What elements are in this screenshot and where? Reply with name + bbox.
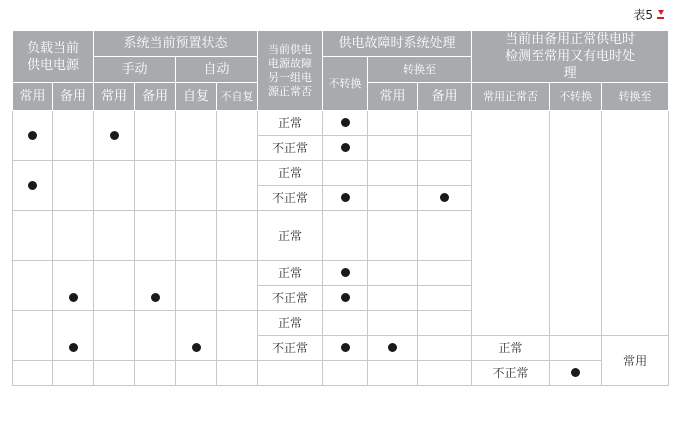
table-cell <box>94 361 135 386</box>
table-cell <box>323 111 368 136</box>
header-switch-common: 常用 <box>368 83 418 111</box>
header-manual-common: 常用 <box>94 83 135 111</box>
table-cell <box>368 286 418 311</box>
table-cell <box>217 261 258 311</box>
table-cell <box>418 211 472 261</box>
table-cell <box>368 211 418 261</box>
table-cell <box>368 136 418 161</box>
header-no-switch-2: 不转换 <box>550 83 602 111</box>
table-cell <box>368 186 418 211</box>
dot-marker <box>341 268 350 277</box>
table-cell <box>472 111 550 336</box>
header-load-common: 常用 <box>13 83 53 111</box>
table-cell <box>258 361 323 386</box>
table-cell <box>418 361 472 386</box>
table-cell <box>13 161 53 211</box>
table-cell <box>13 211 53 261</box>
dot-marker <box>440 193 449 202</box>
dot-marker <box>192 343 201 352</box>
table-cell <box>323 161 368 186</box>
table-cell <box>418 161 472 186</box>
header-manual: 手动 <box>94 57 176 83</box>
table-cell <box>418 186 472 211</box>
download-icon <box>657 10 664 19</box>
status-cell: 正常 <box>258 211 323 261</box>
table-cell <box>368 361 418 386</box>
table-cell <box>135 211 176 261</box>
table-cell <box>323 286 368 311</box>
table-cell <box>13 361 53 386</box>
table-cell <box>176 111 217 161</box>
header-backup-check: 当前由备用正常供电时检测至常用又有电时处理 <box>472 31 669 83</box>
status-cell: 不正常 <box>258 286 323 311</box>
status-cell: 正常 <box>258 111 323 136</box>
header-other-source: 当前供电电源故障另一组电源正常否 <box>258 31 323 111</box>
header-auto: 自动 <box>176 57 258 83</box>
table-cell <box>53 361 94 386</box>
table-cell <box>94 161 135 211</box>
dot-marker <box>151 293 160 302</box>
table-cell <box>368 261 418 286</box>
table-cell <box>135 111 176 161</box>
dot-marker <box>28 181 37 190</box>
table-cell <box>418 311 472 336</box>
header-no-auto-restore: 不自复 <box>217 83 258 111</box>
header-load-backup: 备用 <box>53 83 94 111</box>
status-cell: 不正常 <box>258 336 323 361</box>
header-fault-handling: 供电故障时系统处理 <box>323 31 472 57</box>
header-manual-backup: 备用 <box>135 83 176 111</box>
table-cell <box>550 111 602 336</box>
table-cell <box>323 211 368 261</box>
table-cell <box>53 161 94 211</box>
status-cell: 正常 <box>258 161 323 186</box>
dot-marker <box>388 343 397 352</box>
table-cell <box>368 336 418 361</box>
table-cell <box>176 211 217 261</box>
table-cell <box>550 361 602 386</box>
table-cell <box>323 136 368 161</box>
dot-marker <box>341 143 350 152</box>
table-cell <box>217 211 258 261</box>
table-cell <box>418 286 472 311</box>
dot-marker <box>341 293 350 302</box>
table-cell <box>135 261 176 311</box>
table-cell <box>94 111 135 161</box>
status-cell: 不正常 <box>258 186 323 211</box>
table-cell <box>13 111 53 161</box>
table-cell <box>176 311 217 361</box>
table-cell <box>217 361 258 386</box>
table-cell <box>217 311 258 361</box>
table-cell <box>94 311 135 361</box>
dot-marker <box>341 193 350 202</box>
table-cell <box>53 261 94 311</box>
dot-marker <box>28 131 37 140</box>
header-switch-backup: 备用 <box>418 83 472 111</box>
table-cell <box>550 336 602 361</box>
table-cell <box>135 161 176 211</box>
status-cell: 不正常 <box>472 361 550 386</box>
table-cell <box>323 361 368 386</box>
status-cell: 正常 <box>258 261 323 286</box>
table-cell <box>53 311 94 361</box>
table-cell <box>217 111 258 161</box>
table-cell <box>135 361 176 386</box>
dot-marker <box>341 343 350 352</box>
table-cell <box>323 311 368 336</box>
table-caption <box>633 6 664 23</box>
header-common-normal: 常用正常否 <box>472 83 550 111</box>
table-cell <box>368 311 418 336</box>
table-cell <box>323 336 368 361</box>
status-cell: 不正常 <box>258 136 323 161</box>
table-cell <box>323 261 368 286</box>
table-cell <box>176 361 217 386</box>
status-cell: 正常 <box>258 311 323 336</box>
table-cell <box>53 111 94 161</box>
dot-marker <box>69 293 78 302</box>
switch-logic-table <box>12 30 669 386</box>
table-cell <box>94 261 135 311</box>
table-cell <box>418 261 472 286</box>
dot-marker <box>69 343 78 352</box>
table-cell <box>418 136 472 161</box>
table-cell <box>13 311 53 361</box>
table-cell <box>418 336 472 361</box>
caption-label: 表5 <box>633 8 653 22</box>
dot-marker <box>341 118 350 127</box>
table-cell <box>368 111 418 136</box>
table-cell <box>418 111 472 136</box>
result-cell: 常用 <box>602 336 669 386</box>
header-preset: 系统当前预置状态 <box>94 31 258 57</box>
table-cell <box>368 161 418 186</box>
header-load-source: 负载当前供电电源 <box>13 31 94 83</box>
header-auto-restore: 自复 <box>176 83 217 111</box>
table-cell <box>176 161 217 211</box>
dot-marker <box>571 368 580 377</box>
dot-marker <box>110 131 119 140</box>
table-cell <box>323 186 368 211</box>
table-cell <box>13 261 53 311</box>
table-cell <box>135 311 176 361</box>
header-no-switch: 不转换 <box>323 57 368 111</box>
status-cell: 正常 <box>472 336 550 361</box>
table-cell <box>53 211 94 261</box>
header-switch-to: 转换至 <box>368 57 472 83</box>
table-cell <box>602 111 669 336</box>
table-cell <box>94 211 135 261</box>
table-cell <box>176 261 217 311</box>
table-cell <box>217 161 258 211</box>
header-switch-to-2: 转换至 <box>602 83 669 111</box>
